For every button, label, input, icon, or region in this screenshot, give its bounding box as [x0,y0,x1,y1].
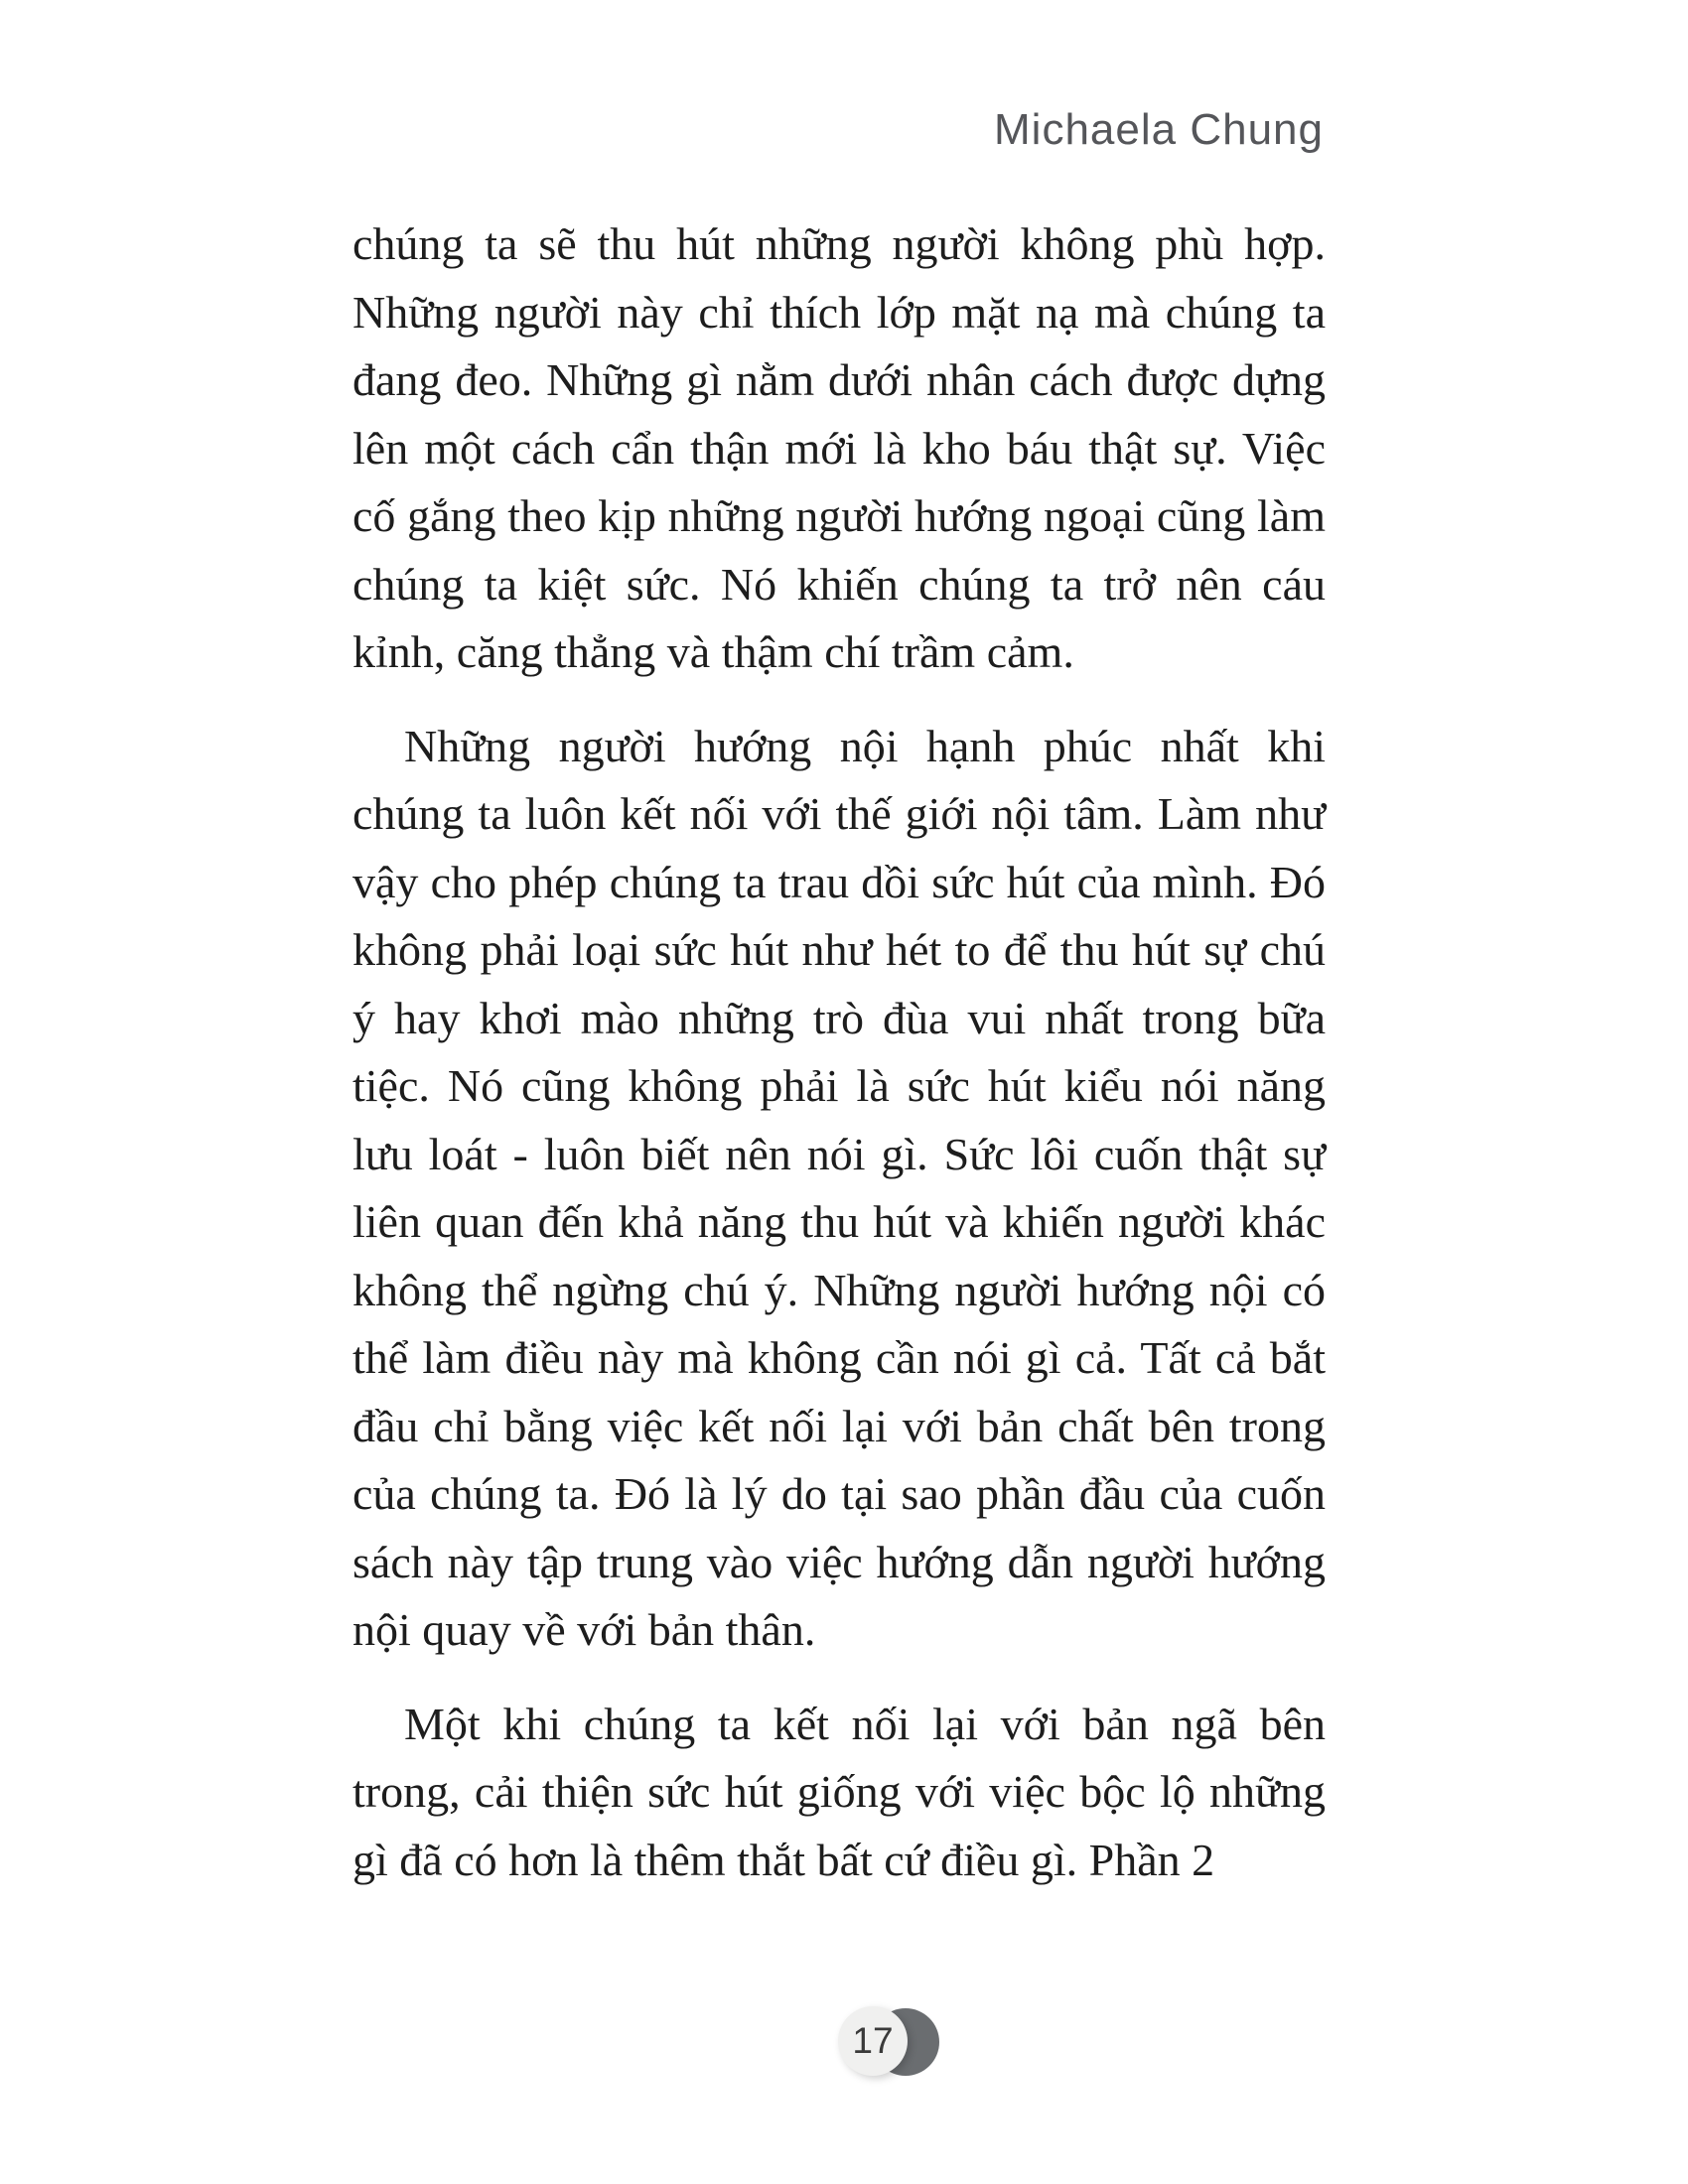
badge-light-circle [838,2006,908,2076]
running-header-author: Michaela Chung [994,105,1324,154]
page-number: 17 [852,2020,894,2061]
body-text [352,210,1326,1894]
paragraph: Những người hướng nội hạnh phúc nhất khi chúng ta luôn kết nối với thế giới nội tâm. Làm như vậy cho phép chúng ta trau dồi sức hút của mình. Đó không phải loại sức hút như hét to để thu hút sự chú ý hay khơi mào những trò đùa vui nhất trong bữa tiệc. Nó cũng không phải là sức hút kiểu nói năng lưu loát - luôn biết nên nói gì. Sức lôi cuốn thật sự liên quan đến khả năng thu hút và khiến người khác không thể ngừng chú ý. Những người hướng nội có thể làm điều này mà không cần nói gì cả. Tất cả bắt đầu chỉ bằng việc kết nối lại với bản chất bên trong của chúng ta. Đó là lý do tại sao phần đầu của cuốn sách này tập trung vào việc hướng dẫn người hướng nội quay về với bản thân. [352,720,1326,1655]
paragraph: chúng ta sẽ thu hút những người không phù hợp. Những người này chỉ thích lớp mặt nạ mà chúng ta đang đeo. Những gì nằm dưới nhân cách được dựng lên một cách cẩn thận mới là kho báu thật sự. Việc cố gắng theo kịp những người hướng ngoại cũng làm chúng ta kiệt sức. Nó khiến chúng ta trở nên cáu kỉnh, căng thẳng và thậm chí trầm cảm. [352,218,1326,677]
paragraph: Một khi chúng ta kết nối lại với bản ngã bên trong, cải thiện sức hút giống với việc bộc lộ những gì đã có hơn là thêm thắt bất cứ điều gì. Phần 2 [352,1698,1326,1885]
page-number-badge [838,2006,949,2080]
